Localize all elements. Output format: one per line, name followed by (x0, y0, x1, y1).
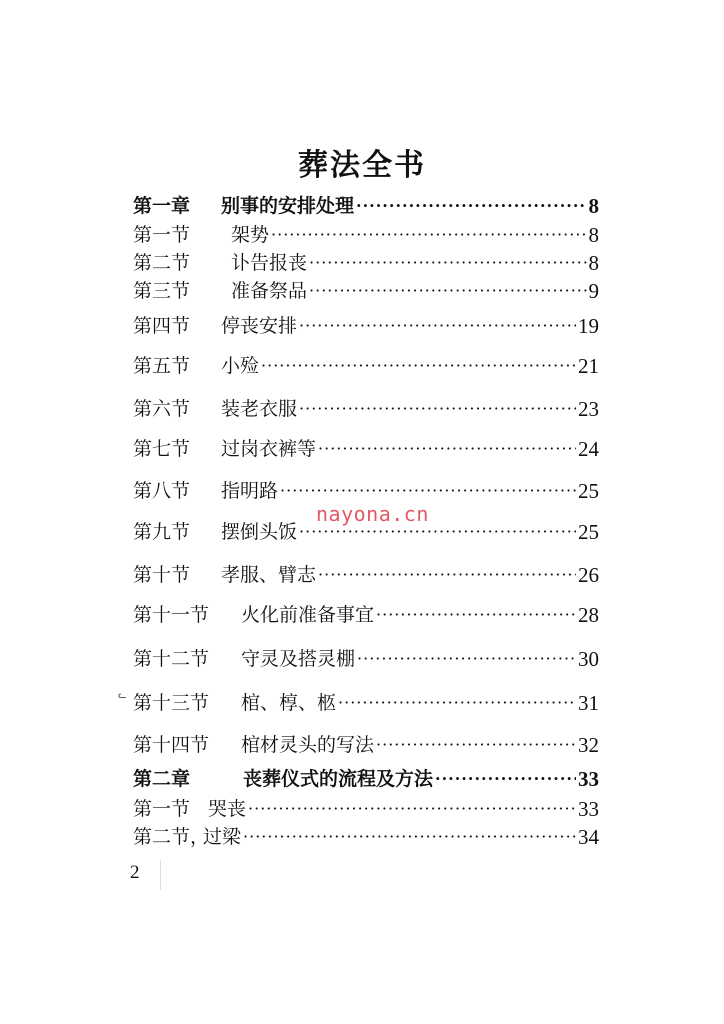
toc-label: 第十节 (133, 564, 191, 586)
toc-label: 第一节 (133, 798, 191, 820)
toc-page-number: 34 (578, 825, 599, 849)
toc-title: 小殓 (221, 355, 260, 377)
toc-dot-leader (248, 796, 576, 822)
toc-page-number: 31 (578, 691, 599, 715)
toc-section-row (133, 602, 599, 628)
toc-label: 第十一节 (133, 604, 210, 626)
stray-mark: ᓚ (118, 690, 127, 701)
toc-page-number: 8 (588, 194, 599, 218)
toc-page-number: 28 (578, 603, 599, 627)
toc-dot-leader (376, 732, 576, 758)
toc-label: 第三节 (133, 280, 191, 302)
toc-section-row (133, 436, 599, 462)
toc-section-row (133, 824, 599, 850)
toc-label: 第二节， (133, 826, 210, 848)
toc-page-number: 30 (578, 647, 599, 671)
toc-title: 过岗衣裤等 (221, 438, 317, 460)
toc-section-row (133, 796, 599, 822)
toc-page-number: 33 (578, 797, 599, 821)
toc-label: 第十三节 (133, 692, 210, 714)
toc-section-row (133, 278, 599, 304)
toc-page-number: 25 (578, 520, 599, 544)
toc-title: 棺、椁、柩 (241, 692, 337, 714)
toc-page-number: 8 (588, 223, 599, 247)
toc-title: 摆倒头饭 (221, 521, 298, 543)
toc-page-number: 21 (578, 354, 599, 378)
toc-title: 别事的安排处理 (221, 195, 355, 217)
toc-page-number: 32 (578, 733, 599, 757)
toc-label: 第二节 (133, 252, 191, 274)
toc-title: 哭丧 (208, 798, 247, 820)
watermark: nayona.cn (316, 502, 429, 526)
toc-label: 第六节 (133, 398, 191, 420)
margin-line (160, 860, 161, 890)
toc-chapter-row (133, 193, 599, 219)
toc-section-row (133, 250, 599, 276)
toc-title: 架势 (231, 224, 270, 246)
page-title: 葬法全书 (298, 148, 426, 183)
toc-dot-leader (357, 646, 576, 672)
toc-dot-leader (299, 313, 576, 339)
toc-dot-leader (261, 353, 576, 379)
toc-label: 第九节 (133, 521, 191, 543)
toc-dot-leader (338, 690, 576, 716)
toc-label: 第八节 (133, 480, 191, 502)
toc-title: 停丧安排 (221, 315, 298, 337)
toc-section-row (133, 732, 599, 758)
toc-title: 讣告报丧 (231, 252, 308, 274)
toc-label: 第十二节 (133, 648, 210, 670)
toc-label: 第二章 (133, 768, 191, 790)
toc-page-number: 24 (578, 437, 599, 461)
toc-dot-leader (376, 602, 576, 628)
toc-dot-leader (243, 824, 576, 850)
toc-label: 第十四节 (133, 734, 210, 756)
toc-label: 第四节 (133, 315, 191, 337)
toc-section-row (133, 222, 599, 248)
toc-page-number: 33 (578, 767, 599, 791)
toc-page-number: 23 (578, 397, 599, 421)
toc-label: 第七节 (133, 438, 191, 460)
toc-section-row (133, 396, 599, 422)
toc-dot-leader (435, 766, 576, 792)
toc-title: 准备祭品 (231, 280, 308, 302)
toc-dot-leader (299, 396, 576, 422)
toc-dot-leader (309, 250, 586, 276)
toc-section-row (133, 478, 599, 504)
toc-dot-leader (309, 278, 586, 304)
toc-title: 装老衣服 (221, 398, 298, 420)
toc-page-number: 9 (588, 279, 599, 303)
page-number: 2 (130, 862, 140, 883)
toc-title: 丧葬仪式的流程及方法 (243, 768, 434, 790)
toc-dot-leader (356, 193, 586, 219)
toc-dot-leader (280, 478, 576, 504)
toc-dot-leader (318, 436, 576, 462)
toc-page-number: 19 (578, 314, 599, 338)
toc-title: 棺材灵头的写法 (241, 734, 375, 756)
toc-label: 第一节 (133, 224, 191, 246)
toc-section-row (133, 646, 599, 672)
toc-section-row (133, 313, 599, 339)
toc-title: 过梁 (203, 826, 242, 848)
toc-label: 第一章 (133, 195, 191, 217)
toc-title: 守灵及搭灵棚 (241, 648, 356, 670)
toc-section-row (133, 690, 599, 716)
toc-title: 火化前准备事宜 (241, 604, 375, 626)
toc-dot-leader (318, 562, 576, 588)
toc-page-number: 25 (578, 479, 599, 503)
toc-title: 指明路 (221, 480, 279, 502)
toc-title: 孝服、臂志 (221, 564, 317, 586)
toc-label: 第五节 (133, 355, 191, 377)
toc-dot-leader (271, 222, 586, 248)
toc-section-row (133, 353, 599, 379)
toc-section-row (133, 562, 599, 588)
toc-chapter-row (133, 766, 599, 792)
toc-page-number: 26 (578, 563, 599, 587)
toc-page-number: 8 (588, 251, 599, 275)
